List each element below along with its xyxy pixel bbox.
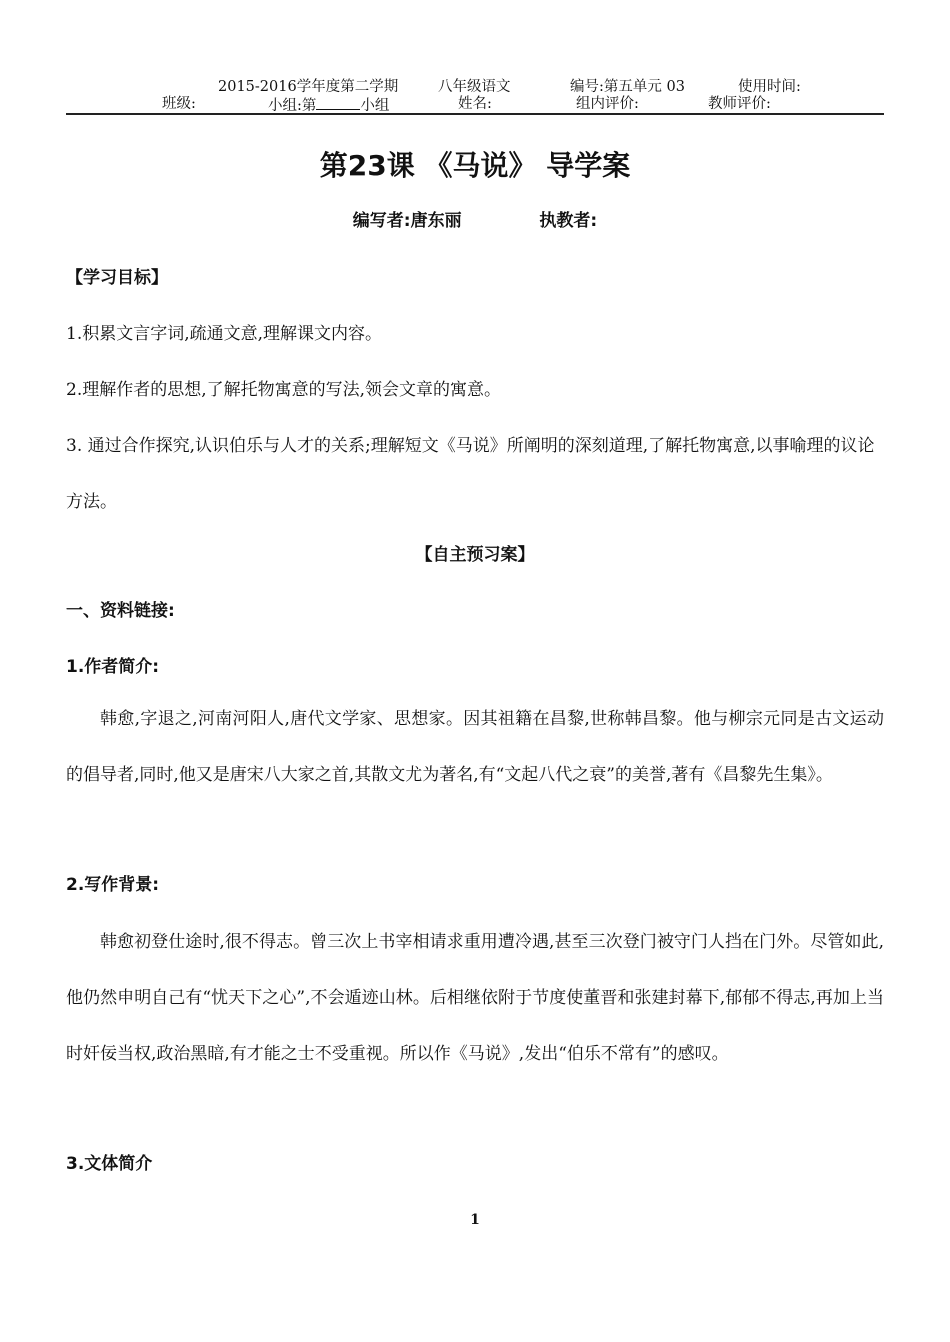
header-class-label: 班级:	[162, 96, 196, 112]
genre-heading: 3.文体简介	[66, 1154, 153, 1174]
header-grade-subject: 八年级语文	[438, 79, 511, 95]
page-number: 1	[470, 1212, 480, 1228]
page-title: 第23课 《马说》 导学案	[319, 149, 631, 182]
header-group-prefix: 小组:第	[268, 98, 317, 114]
background-text: 韩愈初登仕途时,很不得志。曾三次上书宰相请求重用遭冷遇,甚至三次登门被守门人挡在门外。尽管如此,他仍然申明自己有“忧天下之心”,不会遁迹山林。后相继依附于节度使董晋和张建封幕下,郁郁不得志,再加上当时奸佞当权,政治黑暗,有才能之士不受重视。所以作《马说》,发出“伯乐不常有”的感叹。	[66, 932, 884, 1064]
header-code: 编号:第五单元 03	[570, 79, 685, 95]
author-name: 编写者:唐东丽	[352, 211, 462, 231]
goal-item-2: 2.理解作者的思想,了解托物寓意的写法,领会文章的寓意。	[66, 380, 502, 400]
group-blank	[316, 95, 360, 110]
author-intro-text: 韩愈,字退之,河南河阳人,唐代文学家、思想家。因其祖籍在昌黎,世称韩昌黎。他与柳宗元同是古文运动的倡导者,同时,他又是唐宋八大家之首,其散文尤为著名,有“文起八代之衰”的美誉,著有《昌黎先生集》。	[66, 709, 884, 785]
author-line	[0, 207, 950, 235]
header-teacher-eval: 教师评价:	[708, 96, 771, 112]
header-group	[268, 95, 389, 115]
header-divider	[66, 113, 884, 115]
goal-item-1: 1.积累文言字词,疏通文意,理解课文内容。	[66, 324, 383, 344]
background-heading: 2.写作背景:	[66, 875, 160, 895]
preview-heading: 【自主预习案】	[415, 545, 535, 565]
section-resources: 一、资料链接:	[66, 601, 175, 621]
header-semester: 2015-2016学年度第二学期	[218, 79, 399, 95]
header-usage-time: 使用时间:	[738, 79, 801, 95]
header-group-suffix: 小组	[360, 98, 390, 114]
goals-heading: 【学习目标】	[66, 268, 168, 288]
author-intro-heading: 1.作者简介:	[66, 657, 160, 677]
header-name-label: 姓名:	[458, 96, 492, 112]
header-group-eval: 组内评价:	[576, 96, 639, 112]
goal-item-3: 3. 通过合作探究,认识伯乐与人才的关系;理解短文《马说》所阐明的深刻道理,了解托物寓意,以事喻理的议论方法。	[66, 436, 875, 512]
teacher-label: 执教者:	[539, 211, 598, 231]
